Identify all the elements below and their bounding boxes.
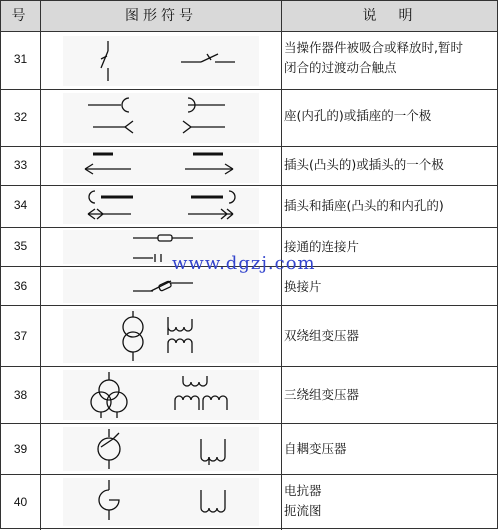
description-line: 电抗器 xyxy=(284,483,322,498)
description-line: 座(内孔的)或插座的一个极 xyxy=(284,108,432,123)
symbol-cell xyxy=(63,269,259,303)
row-description xyxy=(284,196,496,216)
row-number: 37 xyxy=(13,329,28,343)
row-number: 35 xyxy=(13,239,28,253)
symbol-cell xyxy=(63,478,259,526)
row-number: 32 xyxy=(13,110,28,124)
row-number: 39 xyxy=(13,442,28,456)
table-row xyxy=(1,475,497,529)
row-number: 36 xyxy=(13,279,28,293)
description-line: 插头和插座(凸头的和内孔的) xyxy=(284,198,444,213)
description-line: 闭合的过渡动合触点 xyxy=(284,60,397,75)
row-description xyxy=(284,106,496,126)
autotransformer-symbol xyxy=(63,427,259,471)
table-row xyxy=(1,424,497,475)
plug-and-socket-symbol xyxy=(63,188,259,224)
table-row xyxy=(1,186,497,228)
table-row xyxy=(1,306,497,367)
watermark: www.dgzj.com xyxy=(172,253,316,274)
row-description xyxy=(284,481,496,521)
row-description xyxy=(284,439,496,459)
symbol-cell xyxy=(63,93,259,143)
header-description: 说 明 xyxy=(362,8,417,24)
row-description xyxy=(284,237,496,257)
row-description xyxy=(284,155,496,175)
table-header xyxy=(1,1,497,32)
table-row xyxy=(1,367,497,424)
two-winding-transformer-symbol xyxy=(63,309,259,363)
transient-contact-symbol xyxy=(63,36,259,86)
description-line: 扼流图 xyxy=(284,503,322,518)
header-num: 号 xyxy=(11,8,30,24)
description-line: 换接片 xyxy=(284,279,322,294)
row-description xyxy=(284,326,496,346)
table-row xyxy=(1,90,497,147)
column-divider xyxy=(40,1,41,530)
row-description xyxy=(284,277,496,297)
symbol-cell xyxy=(63,309,259,363)
description-line: 自耦变压器 xyxy=(284,441,347,456)
symbol-cell xyxy=(63,427,259,471)
reactor-symbol xyxy=(63,478,259,526)
table-row xyxy=(1,147,497,186)
changeover-link-symbol xyxy=(63,269,259,303)
description-line: 当操作器件被吸合或释放时,暂时 xyxy=(284,40,463,55)
row-description xyxy=(284,385,496,405)
symbol-cell xyxy=(63,370,259,420)
description-line: 三绕组变压器 xyxy=(284,387,360,402)
row-number: 31 xyxy=(13,52,28,66)
symbol-cell xyxy=(63,149,259,183)
symbol-cell xyxy=(63,188,259,224)
symbol-cell xyxy=(63,36,259,86)
description-line: 双绕组变压器 xyxy=(284,328,360,343)
row-number: 38 xyxy=(13,388,28,402)
row-number: 33 xyxy=(13,158,28,172)
description-line: 插头(凸头的)或插头的一个极 xyxy=(284,157,444,172)
row-number: 40 xyxy=(13,495,28,509)
socket-pole-symbol xyxy=(63,93,259,143)
header-symbol: 图形符号 xyxy=(125,8,197,24)
row-number: 34 xyxy=(13,198,28,212)
description-line: 接通的连接片 xyxy=(284,239,360,254)
row-description xyxy=(284,38,496,78)
three-winding-transformer-symbol xyxy=(63,370,259,420)
plug-pole-symbol xyxy=(63,149,259,183)
table-row xyxy=(1,32,497,90)
